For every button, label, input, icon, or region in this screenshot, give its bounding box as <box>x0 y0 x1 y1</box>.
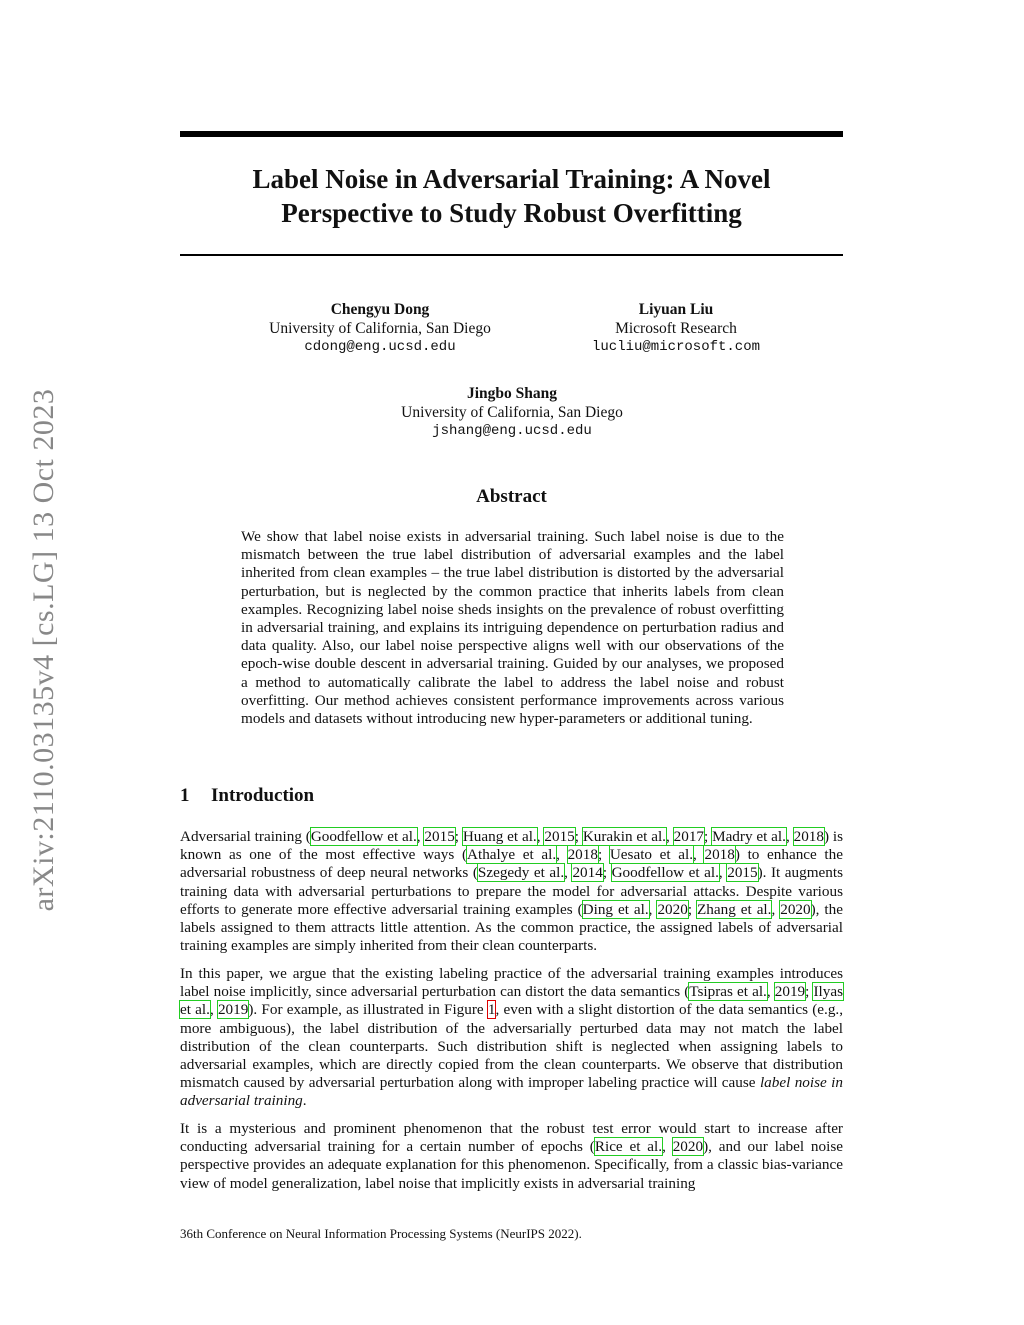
title-line-1: Label Noise in Adversarial Training: A Novel <box>252 164 771 194</box>
citation-link[interactable]: 2018 <box>567 846 598 864</box>
citation-link[interactable]: Rice et al. <box>594 1138 663 1156</box>
author-block <box>230 300 530 357</box>
citation-link[interactable]: Goodfellow et al. <box>611 864 719 882</box>
author-email[interactable]: lucliu@microsoft.com <box>591 339 761 355</box>
citation-link[interactable]: Kurakin et al. <box>582 828 666 845</box>
citation-link[interactable]: 2019 <box>774 983 806 1001</box>
citation-link[interactable]: 2014 <box>572 864 603 882</box>
figure-ref-link[interactable]: 1 <box>487 1001 496 1019</box>
citation-link[interactable]: 2019 <box>217 1001 249 1019</box>
citation-link[interactable]: Zhang et al. <box>697 900 772 918</box>
citation-link[interactable]: Szegedy et al. <box>477 864 565 882</box>
citation-link[interactable]: 2020 <box>780 900 811 918</box>
author-email[interactable]: jshang@eng.ucsd.edu <box>432 423 592 439</box>
citation-link[interactable]: Ding et al. <box>582 900 649 918</box>
citation-link[interactable]: 2015 <box>727 864 758 882</box>
conference-footnote: 36th Conference on Neural Information Processing Systems (NeurIPS 2022). <box>180 1226 582 1241</box>
intro-paragraph-2: In this paper, we argue that the existing labeling practice of the adversarial training examples introduces label noise implicitly, since adversarial perturbation can distort the data semantics (Tsipras et al., 2019; Ilyas et al., 2019). For example, as illustrated in Figure 1, even with a slight distortion of the data semantics (e.g., more ambiguous), the label distribution of the adversarially perturbed data may not match the label distribution of the clean counterparts. Such distribution shift is neglected when assigning labels to adversarial examples, which are directly copied from the clean counterparts. We observe that distribution mismatch caused by adversarial perturbation along with improper labeling practice will cause label noise in adversarial training. <box>180 965 844 1110</box>
author-name: Jingbo Shang <box>466 385 558 402</box>
citation-link[interactable]: 2018 <box>793 828 824 845</box>
abstract-heading: Abstract <box>476 486 547 507</box>
author-block <box>362 384 662 441</box>
citation-link[interactable]: Athalye et al. <box>467 846 557 864</box>
citation-link[interactable]: Tsipras et al. <box>689 983 767 1001</box>
emphasis-text: label noise in adversarial training <box>180 1074 843 1110</box>
author-name: Liyuan Liu <box>638 301 714 318</box>
intro-paragraph-1: Adversarial training (Goodfellow et al., 2015; Huang et al., 2015; Kurakin et al., 2017; Madry et al., 2018) is known as one of the most effective ways (Athalye et al., 2018; Uesato et al., 2018) to enhance the adversarial robustness of deep neural networks (Szegedy et al., 2014; Goodfellow et al., 2015). It augments training data with adversarial perturbations to prepare the model for adversarial attacks. Despite various efforts to generate more effective adversarial training examples (Ding et al., 2020; Zhang et al., 2020), the labels assigned to them attracts little attention. As the common practice, the assigned labels of adversarial training examples are simply inherited from their clean counterparts. <box>180 828 843 955</box>
author-email[interactable]: cdong@eng.ucsd.edu <box>304 339 456 355</box>
author-affiliation: Microsoft Research <box>615 320 737 337</box>
citation-link[interactable]: 2015 <box>424 828 455 845</box>
citation-link[interactable]: 2015 <box>544 828 575 845</box>
citation-link[interactable]: Madry et al. <box>712 828 786 845</box>
author-affiliation: University of California, San Diego <box>269 320 491 337</box>
title-bottom-rule <box>180 254 843 256</box>
citation-link[interactable]: Ilyas et al. <box>180 983 843 1019</box>
title-top-rule <box>180 131 843 137</box>
paper-title <box>180 162 843 230</box>
author-name: Chengyu Dong <box>330 301 430 318</box>
citation-link[interactable]: 2020 <box>657 900 688 918</box>
intro-paragraph-3: It is a mysterious and prominent phenomenon that the robust test error would start to increase after conducting adversarial training for a certain number of epochs (Rice et al., 2020), and our label noise perspective provides an adequate explanation for this phenomenon. Specifically, from a classic bias-variance view of model generalization, label noise that implicitly exists in adversarial training <box>180 1120 843 1192</box>
section-title: Introduction <box>211 785 315 806</box>
section-heading <box>180 785 314 807</box>
citation-link[interactable]: Huang et al. <box>462 828 537 845</box>
citation-link[interactable]: Goodfellow et al. <box>310 828 417 845</box>
citation-link[interactable]: 2017 <box>673 828 704 845</box>
title-line-2: Perspective to Study Robust Overfitting <box>281 198 742 228</box>
abstract-text: We show that label noise exists in adversarial training. Such label noise is due to the mismatch between the true label distribution of adversarial examples and the label inherited from clean examples – the true label distribution is distorted by the adversarial perturbation, but is neglected by the common practice that inherits labels from clean examples. Recognizing label noise sheds insights on the prevalence of robust overfitting in adversarial training, and explains its intriguing dependence on perturbation radius and data quality. Also, our label noise perspective aligns well with our observations of the epoch-wise double descent in adversarial training. Guided by our analyses, we proposed a method to automatically calibrate the label to address the label noise and robust overfitting. Our method achieves consistent performance improvements across various models and datasets without introducing new hyper-parameters or additional tuning. <box>241 528 784 728</box>
author-affiliation: University of California, San Diego <box>401 404 623 421</box>
arxiv-stamp: arXiv:2110.03135v4 [cs.LG] 13 Oct 2023 <box>27 388 60 912</box>
citation-link[interactable]: 2018 <box>704 846 735 864</box>
citation-link[interactable]: Uesato et al. <box>609 846 694 864</box>
citation-link[interactable]: 2020 <box>672 1138 704 1156</box>
author-block <box>560 300 792 357</box>
section-number: 1 <box>180 785 190 806</box>
